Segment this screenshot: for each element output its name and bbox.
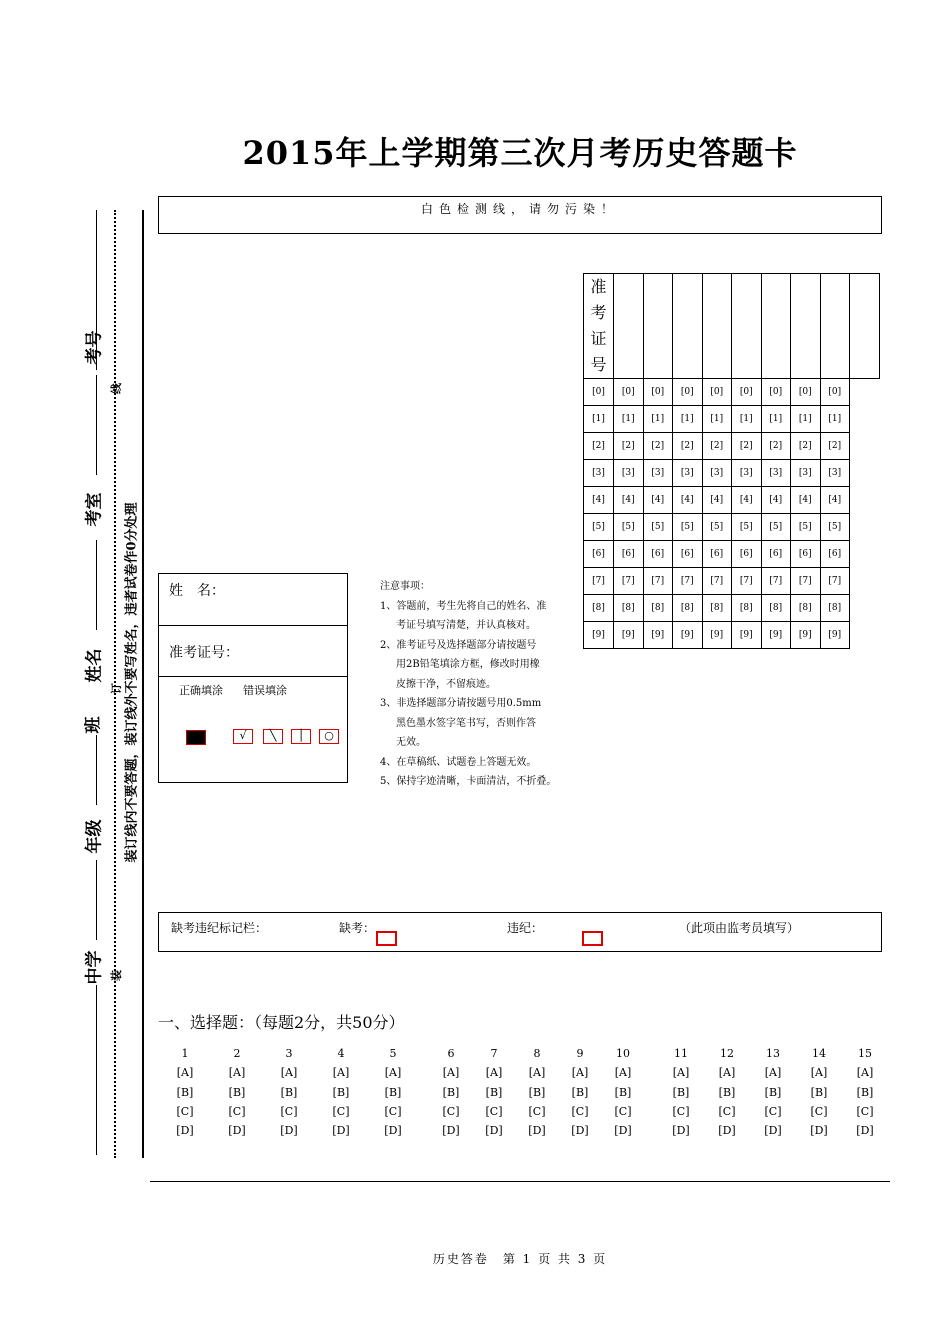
id-bubble[interactable]: [9] (761, 622, 791, 649)
option-bubble[interactable]: [D] (528, 1124, 546, 1138)
absent-checkbox[interactable] (376, 931, 397, 946)
option-bubble[interactable]: [B] (718, 1085, 736, 1099)
question-number: 7 (490, 1047, 498, 1060)
zhuang-mark: 装 (110, 970, 123, 981)
id-bubble[interactable]: [5] (761, 514, 791, 541)
option-bubble[interactable]: [A] (384, 1066, 402, 1080)
question-number: 14 (812, 1047, 826, 1060)
wrong-fill-circle: ○ (319, 729, 339, 744)
class-underline (96, 735, 97, 805)
id-bubble[interactable]: [5] (791, 514, 821, 541)
option-bubble[interactable]: [C] (810, 1104, 828, 1118)
id-bubble[interactable]: [6] (614, 541, 644, 568)
question-column (326, 1044, 356, 1140)
id-bubble[interactable]: [9] (791, 622, 821, 649)
school-underline (96, 985, 97, 1155)
exam-no-label: 考号 (84, 330, 105, 365)
id-bubble[interactable]: [6] (732, 541, 762, 568)
notice-item: 考证号填写清楚，并认真核对。 (396, 620, 536, 631)
option-bubble[interactable]: [D] (672, 1124, 690, 1138)
id-bubble[interactable]: [6] (791, 541, 821, 568)
id-bubble[interactable]: [6] (584, 541, 614, 568)
notice-item: 皮擦干净，不留痕迹。 (396, 678, 496, 690)
id-bubble[interactable]: [7] (732, 568, 762, 595)
id-write-cell[interactable] (791, 274, 821, 379)
question-number: 1 (181, 1047, 189, 1060)
id-bubble[interactable]: [0] (614, 379, 644, 406)
id-bubble[interactable]: [5] (732, 514, 762, 541)
option-bubble[interactable]: [D] (485, 1124, 503, 1138)
option-bubble[interactable]: [C] (280, 1104, 298, 1118)
id-bubble[interactable]: [1] (584, 406, 614, 433)
id-bubble[interactable]: [8] (820, 595, 850, 622)
id-bubble[interactable]: [7] (791, 568, 821, 595)
question-column (758, 1044, 788, 1140)
binding-warning: 装订线内不要答题，装订线外不要写姓名，违者试卷作0分处理 (124, 502, 140, 863)
option-bubble[interactable]: [B] (384, 1085, 402, 1099)
question-column (522, 1044, 552, 1140)
id-bubble[interactable]: [3] (820, 460, 850, 487)
question-number: 3 (285, 1047, 293, 1060)
id-bubble[interactable]: [4] (673, 487, 703, 514)
id-bubble[interactable]: [0] (791, 379, 821, 406)
id-bubble[interactable]: [8] (732, 595, 762, 622)
question-column (378, 1044, 408, 1140)
option-bubble[interactable]: [C] (485, 1104, 503, 1118)
id-bubble[interactable]: [7] (702, 568, 732, 595)
exam-id-field[interactable] (159, 626, 347, 677)
id-bubble[interactable]: [1] (643, 406, 673, 433)
option-bubble[interactable]: [B] (332, 1085, 350, 1099)
id-bubble[interactable]: [2] (702, 433, 732, 460)
option-bubble[interactable]: [A] (528, 1066, 546, 1080)
option-bubble[interactable]: [A] (764, 1066, 782, 1080)
id-bubble[interactable]: [0] (673, 379, 703, 406)
id-bubble[interactable]: [5] (820, 514, 850, 541)
id-bubble[interactable]: [7] (614, 568, 644, 595)
school-label: 中学 (84, 950, 105, 985)
correct-fill-sample (186, 730, 206, 745)
id-write-cell[interactable] (761, 274, 791, 379)
id-write-cell[interactable] (702, 274, 732, 379)
question-number: 12 (720, 1047, 734, 1060)
id-bubble[interactable]: [3] (673, 460, 703, 487)
id-bubble[interactable]: [9] (673, 622, 703, 649)
violation-checkbox[interactable] (582, 931, 603, 946)
id-bubble[interactable]: [5] (702, 514, 732, 541)
option-bubble[interactable]: [C] (332, 1104, 350, 1118)
wrong-fill-check: √ (233, 729, 253, 744)
id-bubble[interactable]: [4] (761, 487, 791, 514)
id-bubble[interactable]: [2] (820, 433, 850, 460)
question-column (608, 1044, 638, 1140)
id-bubble[interactable]: [9] (584, 622, 614, 649)
id-bubble[interactable]: [0] (732, 379, 762, 406)
ding-mark: 订 (110, 683, 123, 694)
grade-label: 年级 (84, 819, 105, 854)
id-write-cell[interactable] (614, 274, 644, 379)
option-bubble[interactable]: [D] (718, 1124, 736, 1138)
page-footer: 历史答卷 第 1 页 共 3 页 (432, 1252, 608, 1266)
id-bubble[interactable]: [1] (614, 406, 644, 433)
id-bubble[interactable]: [9] (732, 622, 762, 649)
option-bubble[interactable]: [C] (228, 1104, 246, 1118)
option-bubble[interactable]: [B] (614, 1085, 632, 1099)
id-bubble[interactable]: [5] (643, 514, 673, 541)
name-field[interactable] (159, 574, 347, 626)
room-underline (96, 375, 97, 475)
question-column (222, 1044, 252, 1140)
exam-id-field-label: 准考证号： (169, 645, 239, 661)
candidate-info-box (158, 573, 348, 783)
notice-item: 2、准考证号及选择题部分请按题号 (380, 639, 537, 651)
id-bubble[interactable]: [0] (702, 379, 732, 406)
id-bubble[interactable]: [3] (791, 460, 821, 487)
id-bubble[interactable]: [4] (584, 487, 614, 514)
id-bubble[interactable]: [3] (702, 460, 732, 487)
option-bubble[interactable]: [D] (228, 1124, 246, 1138)
id-bubble[interactable]: [3] (643, 460, 673, 487)
option-bubble[interactable]: [A] (718, 1066, 736, 1080)
question-number: 4 (337, 1047, 345, 1060)
id-bubble[interactable]: [9] (643, 622, 673, 649)
id-bubble[interactable]: [8] (584, 595, 614, 622)
question-number: 5 (389, 1047, 397, 1060)
notice-item: 5、保持字迹清晰，卡面清洁，不折叠。 (380, 776, 557, 787)
option-bubble[interactable]: [B] (672, 1085, 690, 1099)
notice-item: 用2B铅笔填涂方框，修改时用橡 (396, 659, 540, 670)
option-bubble[interactable]: [C] (442, 1104, 460, 1118)
option-bubble[interactable]: [D] (280, 1124, 298, 1138)
id-bubble[interactable]: [2] (643, 433, 673, 460)
id-bubble[interactable]: [4] (614, 487, 644, 514)
id-bubble[interactable]: [9] (820, 622, 850, 649)
id-bubble[interactable]: [4] (702, 487, 732, 514)
id-bubble[interactable]: [6] (761, 541, 791, 568)
id-bubble[interactable]: [7] (584, 568, 614, 595)
notice-item: 4、在草稿纸、试题卷上答题无效。 (380, 756, 537, 768)
option-bubble[interactable]: [B] (764, 1085, 782, 1099)
question-number: 8 (533, 1047, 541, 1060)
question-number: 6 (447, 1047, 455, 1060)
id-bubble[interactable]: [8] (614, 595, 644, 622)
option-bubble[interactable]: [B] (856, 1085, 874, 1099)
question-column (479, 1044, 509, 1140)
option-bubble[interactable]: [C] (718, 1104, 736, 1118)
question-column (274, 1044, 304, 1140)
wrong-fill-label: 错误填涂 (243, 684, 287, 697)
option-bubble[interactable]: [A] (280, 1066, 298, 1080)
id-bubble[interactable]: [1] (702, 406, 732, 433)
question-number: 10 (616, 1047, 630, 1060)
id-bubble[interactable]: [6] (820, 541, 850, 568)
bottom-divider (150, 1181, 890, 1182)
id-write-cell[interactable] (643, 274, 673, 379)
name-label-side: 姓名 (84, 648, 105, 683)
wrong-fill-bar: │ (291, 729, 311, 744)
violation-label: 违纪： (507, 921, 544, 935)
line-mark: 线 (110, 383, 123, 394)
exam-id-grid (583, 273, 880, 649)
id-bubble[interactable]: [9] (614, 622, 644, 649)
wrong-fill-slash: ╲ (263, 729, 283, 744)
question-column (712, 1044, 742, 1140)
id-bubble[interactable]: [3] (584, 460, 614, 487)
question-column (170, 1044, 200, 1140)
question-number: 2 (233, 1047, 241, 1060)
question-number: 13 (766, 1047, 780, 1060)
question-column (804, 1044, 834, 1140)
id-bubble[interactable]: [3] (732, 460, 762, 487)
option-bubble[interactable]: [D] (810, 1124, 828, 1138)
notice-panel (380, 577, 580, 792)
question-column (666, 1044, 696, 1140)
id-bubble[interactable]: [7] (820, 568, 850, 595)
room-label: 考室 (84, 492, 105, 527)
id-bubble[interactable]: [0] (820, 379, 850, 406)
option-bubble[interactable]: [A] (485, 1066, 503, 1080)
id-bubble[interactable]: [0] (643, 379, 673, 406)
id-bubble[interactable]: [6] (702, 541, 732, 568)
option-bubble[interactable]: [A] (810, 1066, 828, 1080)
class-label: 班 (83, 716, 104, 734)
id-bubble[interactable]: [2] (673, 433, 703, 460)
option-bubble[interactable]: [A] (856, 1066, 874, 1080)
id-bubble[interactable]: [1] (732, 406, 762, 433)
id-bubble[interactable]: [2] (584, 433, 614, 460)
option-bubble[interactable]: [C] (856, 1104, 874, 1118)
option-bubble[interactable]: [B] (176, 1085, 194, 1099)
id-bubble[interactable]: [5] (673, 514, 703, 541)
id-bubble[interactable]: [0] (761, 379, 791, 406)
id-bubble[interactable]: [9] (702, 622, 732, 649)
id-bubble[interactable]: [6] (673, 541, 703, 568)
question-number: 11 (674, 1047, 688, 1060)
id-bubble[interactable]: [1] (820, 406, 850, 433)
grade-underline (96, 860, 97, 940)
id-bubble[interactable]: [8] (702, 595, 732, 622)
id-bubble[interactable]: [7] (643, 568, 673, 595)
white-check-line: 白色检测线，请勿污染！ (158, 196, 882, 234)
notice-item: 3、非选择题部分请按题号用0.5mm (380, 698, 542, 709)
question-column (850, 1044, 880, 1140)
option-bubble[interactable]: [C] (764, 1104, 782, 1118)
question-number: 9 (576, 1047, 584, 1060)
option-bubble[interactable]: [B] (280, 1085, 298, 1099)
notice-heading: 注意事项： (380, 581, 430, 592)
option-bubble[interactable]: [D] (856, 1124, 874, 1138)
option-bubble[interactable]: [C] (384, 1104, 402, 1118)
option-bubble[interactable]: [D] (442, 1124, 460, 1138)
option-bubble[interactable]: [A] (176, 1066, 194, 1080)
id-bubble[interactable]: [0] (584, 379, 614, 406)
name-label: 姓 名： (169, 583, 225, 599)
absence-label: 缺考违纪标记栏： (171, 921, 268, 935)
question-column (565, 1044, 595, 1140)
id-bubble[interactable]: [8] (673, 595, 703, 622)
option-bubble[interactable]: [D] (176, 1124, 194, 1138)
option-bubble[interactable]: [B] (528, 1085, 546, 1099)
proctor-note: （此项由监考员填写） (679, 921, 800, 935)
id-bubble[interactable]: [2] (614, 433, 644, 460)
option-bubble[interactable]: [C] (176, 1104, 194, 1118)
id-bubble[interactable]: [2] (761, 433, 791, 460)
correct-fill-label: 正确填涂 (179, 684, 223, 697)
id-bubble[interactable]: [2] (732, 433, 762, 460)
absence-violation-box (158, 912, 882, 952)
option-bubble[interactable]: [D] (384, 1124, 402, 1138)
notice-item: 1、答题前，考生先将自己的姓名、准 (380, 600, 547, 612)
id-bubble[interactable]: [8] (643, 595, 673, 622)
option-bubble[interactable]: [D] (614, 1124, 632, 1138)
option-bubble[interactable]: [D] (571, 1124, 589, 1138)
name-underline (96, 540, 97, 630)
page-title: 2015年上学期第三次月考历史答题卡 (242, 134, 798, 172)
id-bubble[interactable]: [4] (643, 487, 673, 514)
id-bubble[interactable]: [8] (791, 595, 821, 622)
option-bubble[interactable]: [C] (672, 1104, 690, 1118)
exam-id-label: 准 考 证 号 (584, 274, 614, 379)
option-bubble[interactable]: [C] (571, 1104, 589, 1118)
option-bubble[interactable]: [D] (764, 1124, 782, 1138)
id-write-cell[interactable] (732, 274, 762, 379)
id-bubble[interactable]: [4] (791, 487, 821, 514)
id-bubble[interactable]: [2] (791, 433, 821, 460)
id-write-cell[interactable] (820, 274, 850, 379)
id-bubble[interactable]: [4] (732, 487, 762, 514)
id-write-cell[interactable] (673, 274, 703, 379)
id-bubble[interactable]: [1] (673, 406, 703, 433)
option-bubble[interactable]: [B] (810, 1085, 828, 1099)
option-bubble[interactable]: [A] (442, 1066, 460, 1080)
option-bubble[interactable]: [A] (614, 1066, 632, 1080)
id-bubble[interactable]: [5] (614, 514, 644, 541)
id-bubble[interactable]: [5] (584, 514, 614, 541)
id-bubble[interactable]: [3] (614, 460, 644, 487)
option-bubble[interactable]: [A] (571, 1066, 589, 1080)
option-bubble[interactable]: [C] (528, 1104, 546, 1118)
option-bubble[interactable]: [A] (332, 1066, 350, 1080)
option-bubble[interactable]: [B] (485, 1085, 503, 1099)
notice-item: 无效。 (396, 737, 426, 748)
id-bubble[interactable]: [6] (643, 541, 673, 568)
option-bubble[interactable]: [B] (571, 1085, 589, 1099)
question-column (436, 1044, 466, 1140)
option-bubble[interactable]: [A] (228, 1066, 246, 1080)
option-bubble[interactable]: [C] (614, 1104, 632, 1118)
id-bubble[interactable]: [7] (761, 568, 791, 595)
id-bubble[interactable]: [7] (673, 568, 703, 595)
absent-label: 缺考： (339, 921, 376, 935)
id-bubble[interactable]: [3] (761, 460, 791, 487)
option-bubble[interactable]: [B] (228, 1085, 246, 1099)
id-bubble[interactable]: [8] (761, 595, 791, 622)
section-choice-title: 一、选择题：（每题2分，共50分） (158, 1013, 405, 1032)
id-bubble[interactable]: [1] (761, 406, 791, 433)
option-bubble[interactable]: [B] (442, 1085, 460, 1099)
id-bubble[interactable]: [4] (820, 487, 850, 514)
option-bubble[interactable]: [A] (672, 1066, 690, 1080)
option-bubble[interactable]: [D] (332, 1124, 350, 1138)
id-bubble[interactable]: [1] (791, 406, 821, 433)
notice-item: 黑色墨水签字笔书写，否则作答 (396, 717, 536, 729)
question-number: 15 (858, 1047, 872, 1060)
binding-solid-line (142, 210, 144, 1158)
id-write-cell[interactable] (850, 274, 880, 379)
